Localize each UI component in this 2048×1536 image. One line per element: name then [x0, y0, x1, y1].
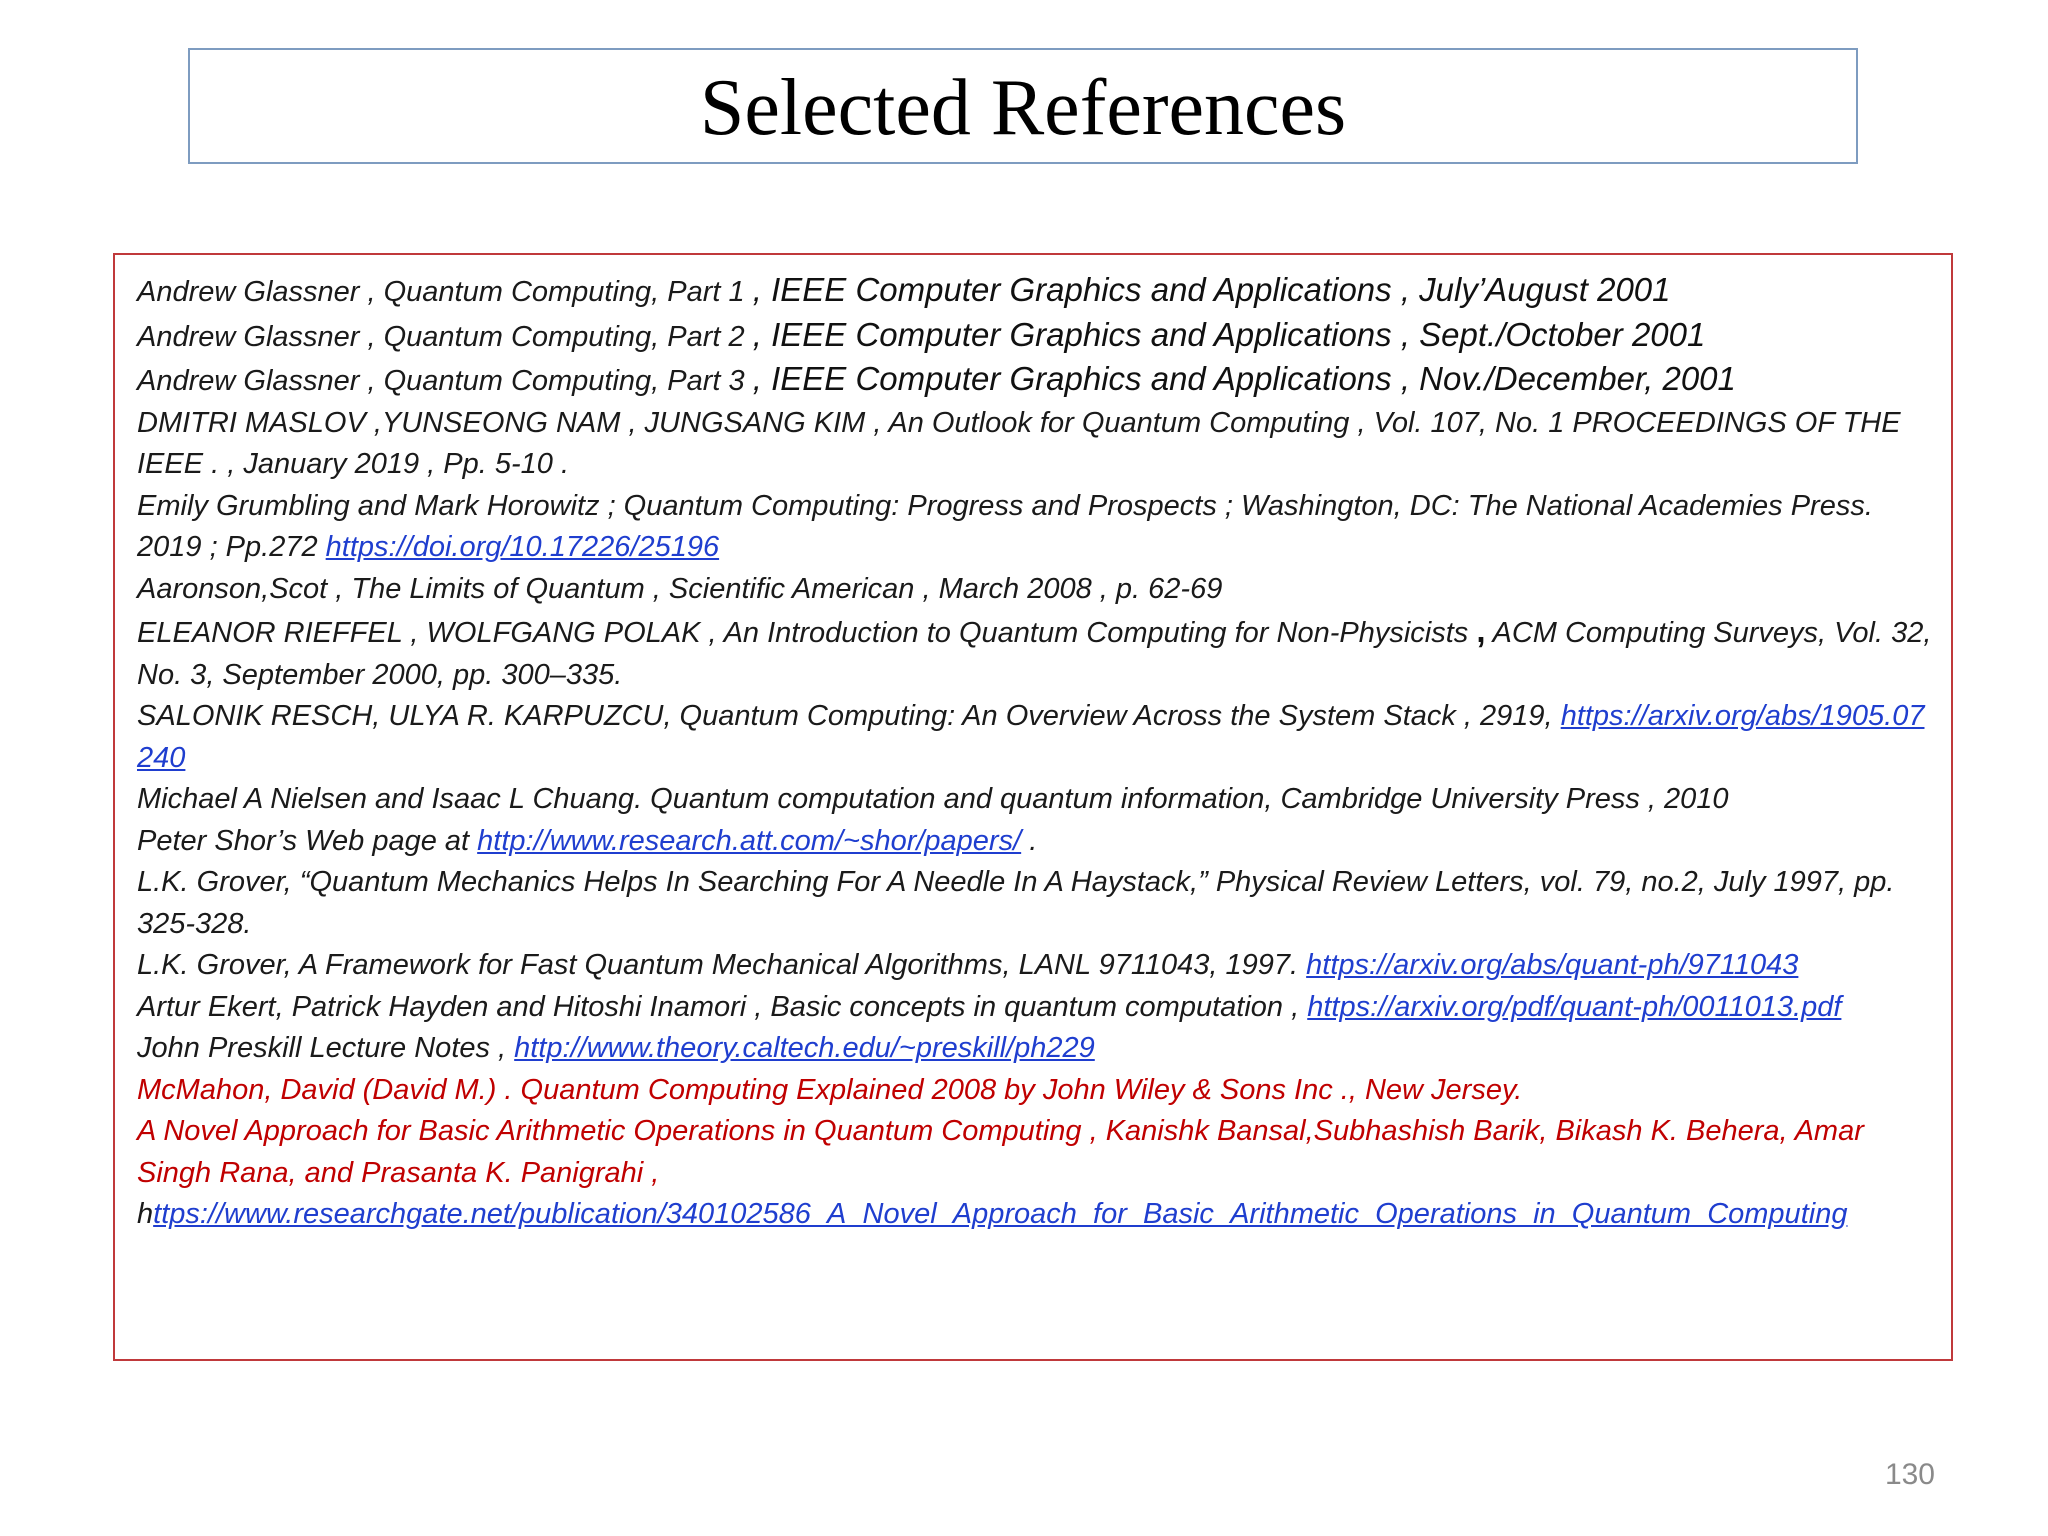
reference-item: [137, 610, 1937, 696]
reference-text: ELEANOR RIEFFEL , WOLFGANG POLAK , An Introduction to Quantum Computing for Non-Physicists: [137, 617, 1477, 649]
reference-item: [137, 821, 1937, 863]
references-box: [113, 253, 1953, 1361]
reference-venue: , IEEE Computer Graphics and Applications , July’August 2001: [752, 271, 1671, 308]
reference-venue: , IEEE Computer Graphics and Applications , Nov./December, 2001: [752, 360, 1736, 397]
reference-item: [137, 486, 1937, 569]
reference-item: [137, 987, 1937, 1029]
reference-text-tail: ACM Computing Surveys, Vol. 32, No. 3, September 2000, pp. 300–335.: [137, 617, 1932, 691]
reference-text: Peter Shor’s Web page at: [137, 824, 478, 857]
reference-text: Andrew Glassner , Quantum Computing, Part 1: [137, 276, 753, 308]
reference-separator: ,: [1476, 612, 1486, 649]
reference-text: SALONIK RESCH, ULYA R. KARPUZCU, Quantum Computing: An Overview Across the System Stack , 2919,: [137, 700, 1561, 732]
reference-venue: , IEEE Computer Graphics and Applications , Sept./October 2001: [752, 315, 1706, 353]
reference-link[interactable]: https://arxiv.org/abs/quant-ph/9711043: [1306, 949, 1799, 981]
reference-item: [137, 1194, 1937, 1236]
reference-text-tail: .: [1021, 824, 1038, 857]
reference-text: Michael A Nielsen and Isaac L Chuang. Quantum computation and quantum information, Cambridge University Press , 2010: [137, 783, 1729, 815]
reference-text: Emily Grumbling and Mark Horowitz ; Quantum Computing: Progress and Prospects ; Washington, DC: The National Academies Press. 2019 ; Pp.272: [137, 489, 1873, 563]
reference-text: Artur Ekert, Patrick Hayden and Hitoshi Inamori , Basic concepts in quantum computation ,: [137, 990, 1308, 1023]
reference-link[interactable]: http://www.research.att.com/~shor/papers/: [477, 824, 1022, 857]
reference-link[interactable]: http://www.theory.caltech.edu/~preskill/ph229: [514, 1032, 1095, 1064]
reference-text: Andrew Glassner , Quantum Computing, Part 3: [137, 365, 753, 397]
reference-item: [137, 945, 1937, 987]
slide-title: Selected References: [699, 64, 1347, 152]
reference-item: [137, 696, 1937, 779]
reference-link[interactable]: https://arxiv.org/abs/1905.07240: [137, 700, 1925, 774]
reference-item: [137, 403, 1937, 486]
reference-text: h: [137, 1198, 154, 1230]
reference-item: [137, 314, 1937, 359]
reference-text: John Preskill Lecture Notes ,: [137, 1032, 515, 1064]
reference-text: McMahon, David (David M.) . Quantum Computing Explained 2008 by John Wiley & Sons Inc ., New Jersey.: [137, 1073, 1523, 1106]
reference-item: [137, 269, 1937, 314]
reference-text: Andrew Glassner , Quantum Computing, Part 2: [137, 320, 753, 353]
reference-item: [137, 358, 1937, 403]
reference-link[interactable]: ttps://www.researchgate.net/publication/340102586_A_Novel_Approach_for_Basic_Arithmetic_Operations_in_Quantum_Computing: [153, 1198, 1848, 1230]
reference-item: [137, 862, 1937, 945]
title-box: [188, 48, 1858, 164]
reference-item: [137, 1111, 1937, 1194]
reference-item: [137, 779, 1937, 821]
reference-item: [137, 1028, 1937, 1070]
reference-text: L.K. Grover, A Framework for Fast Quantum Mechanical Algorithms, LANL 9711043, 1997.: [137, 949, 1307, 981]
reference-item: [137, 1070, 1937, 1112]
reference-item: [137, 569, 1937, 611]
references-list: [137, 269, 1937, 1236]
reference-text: DMITRI MASLOV ,YUNSEONG NAM , JUNGSANG KIM , An Outlook for Quantum Computing , Vol. 107, No. 1 PROCEEDINGS OF THE IEEE . , January 2019 , Pp. 5-10 .: [137, 406, 1901, 480]
reference-text: Aaronson,Scot , The Limits of Quantum , Scientific American , March 2008 , p. 62-69: [137, 572, 1223, 605]
reference-text: L.K. Grover, “Quantum Mechanics Helps In Searching For A Needle In A Haystack,” Physical Review Letters, vol. 79, no.2, July 1997, pp. 325-328.: [137, 866, 1895, 940]
reference-link[interactable]: https://arxiv.org/pdf/quant-ph/0011013.pdf: [1307, 990, 1842, 1023]
reference-text: A Novel Approach for Basic Arithmetic Operations in Quantum Computing , Kanishk Bansal,Subhashish Barik, Bikash K. Behera, Amar Singh Rana, and Prasanta K. Panigrahi ,: [137, 1115, 1864, 1189]
reference-link[interactable]: https://doi.org/10.17226/25196: [325, 531, 720, 563]
page-number: 130: [1884, 1458, 1935, 1491]
